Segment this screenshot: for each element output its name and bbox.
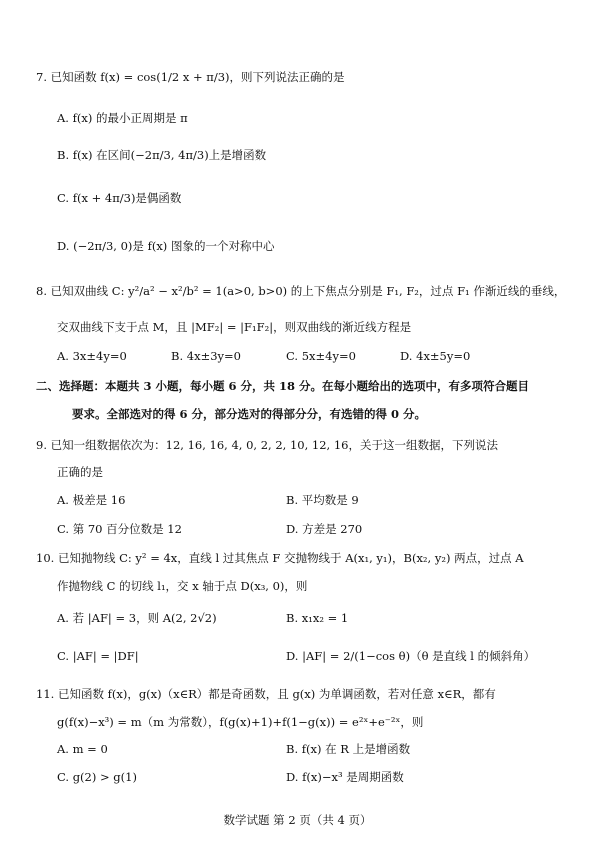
- q9-option-b: B. 平均数是 9: [286, 493, 359, 507]
- q10-option-c: C. |AF| = |DF|: [57, 649, 139, 663]
- q9-option-a: A. 极差是 16: [57, 493, 126, 507]
- q10-option-d: D. |AF| = 2/(1−cos θ)（θ 是直线 l 的倾斜角）: [286, 649, 536, 663]
- q7-stem: 7. 已知函数 f(x) = cos(1/2 x + π/3)，则下列说法正确的是: [36, 70, 345, 84]
- q8-option-d: D. 4x±5y=0: [400, 349, 471, 363]
- q11-stem-line1: 11. 已知函数 f(x)，g(x)（x∈R）都是奇函数，且 g(x) 为单调函数，若对任意 x∈R，都有: [36, 687, 496, 701]
- section2-title-line1: 二、选择题：本题共 3 小题，每小题 6 分，共 18 分。在每小题给出的选项中，有多项符合题目: [36, 379, 530, 393]
- q8-stem-line1: 8. 已知双曲线 C: y²/a² − x²/b² = 1(a>0, b>0) 的上下焦点分别是 F₁, F₂，过点 F₁ 作渐近线的垂线，: [36, 284, 566, 298]
- q11-option-d: D. f(x)−x³ 是周期函数: [286, 770, 404, 784]
- q11-option-c: C. g(2) > g(1): [57, 770, 137, 784]
- q8-option-a: A. 3x±4y=0: [57, 349, 127, 363]
- section2-title-line2: 要求。全部选对的得 6 分，部分选对的得部分分，有选错的得 0 分。: [72, 407, 427, 421]
- q8-option-b: B. 4x±3y=0: [171, 349, 241, 363]
- q11-option-a: A. m = 0: [57, 742, 108, 756]
- q11-option-b: B. f(x) 在 R 上是增函数: [286, 742, 411, 756]
- q10-option-b: B. x₁x₂ = 1: [286, 611, 349, 625]
- q7-option-d: D. (−2π/3, 0)是 f(x) 图象的一个对称中心: [57, 239, 275, 253]
- q11-stem-line2: g(f(x)−x³) = m（m 为常数），f(g(x)+1)+f(1−g(x)) = e²ˣ+e⁻²ˣ，则: [57, 715, 424, 729]
- q10-stem-line2: 作抛物线 C 的切线 l₁，交 x 轴于点 D(x₃, 0)，则: [57, 579, 308, 593]
- q9-stem-line1: 9. 已知一组数据依次为：12, 16, 16, 4, 0, 2, 2, 10, 12, 16，关于这一组数据，下列说法: [36, 438, 498, 452]
- q7-option-c: C. f(x + 4π/3)是偶函数: [57, 191, 182, 205]
- q8-stem-line2: 交双曲线下支于点 M，且 |MF₂| = |F₁F₂|，则双曲线的渐近线方程是: [57, 320, 412, 334]
- page-footer: 数学试题 第 2 页（共 4 页）: [223, 813, 372, 827]
- q9-stem-line2: 正确的是: [57, 465, 103, 479]
- q10-stem-line1: 10. 已知抛物线 C: y² = 4x，直线 l 过其焦点 F 交抛物线于 A(x₁, y₁)，B(x₂, y₂) 两点，过点 A: [36, 551, 524, 565]
- q7-option-a: A. f(x) 的最小正周期是 π: [57, 111, 188, 125]
- q9-option-d: D. 方差是 270: [286, 522, 363, 536]
- q7-option-b: B. f(x) 在区间(−2π/3, 4π/3)上是增函数: [57, 148, 267, 162]
- q9-option-c: C. 第 70 百分位数是 12: [57, 522, 182, 536]
- q10-option-a: A. 若 |AF| = 3，则 A(2, 2√2): [57, 611, 217, 625]
- q8-option-c: C. 5x±4y=0: [286, 349, 356, 363]
